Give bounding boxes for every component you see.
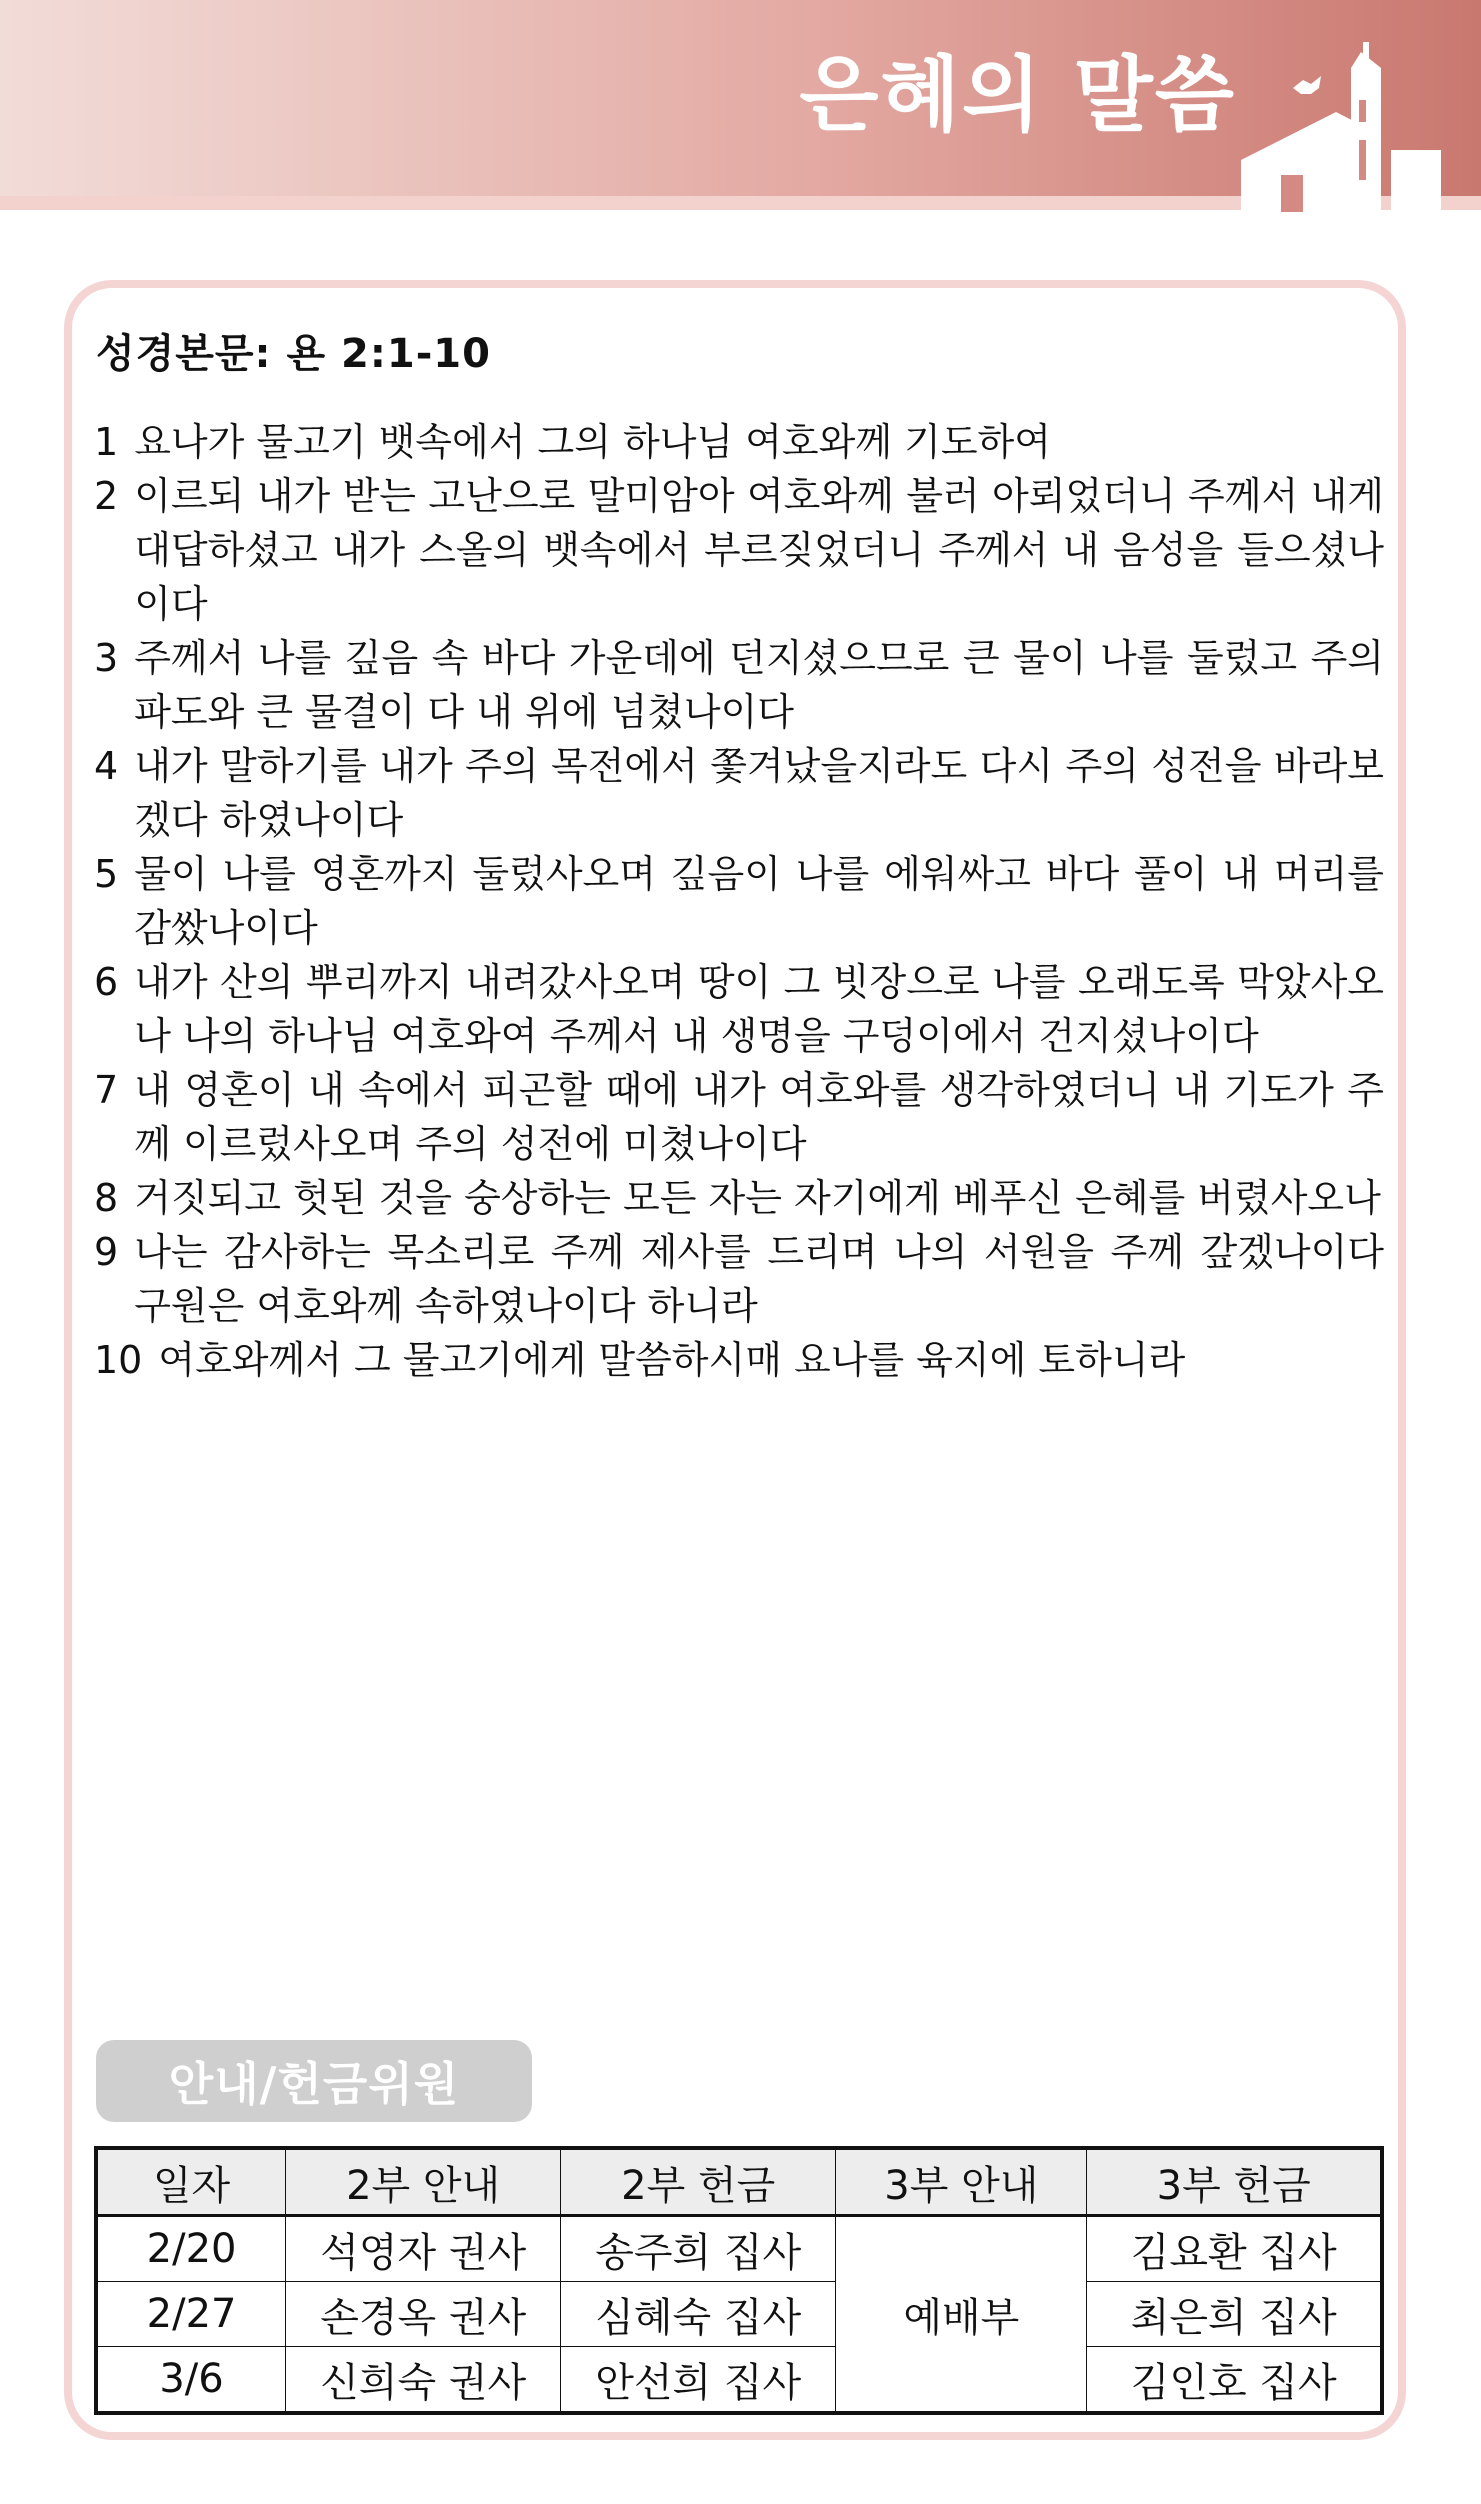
cell-date: 3/6 xyxy=(96,2347,286,2414)
verse-2 xyxy=(94,469,1384,631)
cell-date: 2/27 xyxy=(96,2282,286,2347)
verse-number: 3 xyxy=(94,636,119,680)
verse-7 xyxy=(94,1063,1384,1171)
cell-guide-3-merged: 예배부 xyxy=(836,2216,1087,2414)
verse-6 xyxy=(94,955,1384,1063)
verse-number: 1 xyxy=(94,420,119,464)
verse-3 xyxy=(94,631,1384,739)
table-header-row xyxy=(96,2148,1382,2216)
cell-date: 2/20 xyxy=(96,2216,286,2282)
cell-guide-2: 석영자 권사 xyxy=(286,2216,561,2282)
roster-heading: 안내/헌금위원 xyxy=(96,2040,532,2122)
church-icon xyxy=(1241,40,1441,212)
table-row xyxy=(96,2282,1382,2347)
cell-offering-3: 김인호 집사 xyxy=(1087,2347,1382,2414)
verse-number: 8 xyxy=(94,1176,119,1220)
verse-number: 5 xyxy=(94,852,119,896)
table-row xyxy=(96,2347,1382,2414)
cell-offering-2: 심혜숙 집사 xyxy=(561,2282,836,2347)
cell-offering-2: 안선희 집사 xyxy=(561,2347,836,2414)
verse-number: 2 xyxy=(94,474,119,518)
roster-table xyxy=(94,2146,1384,2415)
verse-text: 내가 말하기를 내가 주의 목전에서 쫓겨났을지라도 다시 주의 성전을 바라보겠다 하였나이다 xyxy=(134,744,1384,842)
verse-number: 6 xyxy=(94,960,119,1004)
verse-text: 요나가 물고기 뱃속에서 그의 하나님 여호와께 기도하여 xyxy=(134,420,1051,464)
verse-text: 주께서 나를 깊음 속 바다 가운데에 던지셨으므로 큰 물이 나를 둘렀고 주의 파도와 큰 물결이 다 내 위에 넘쳤나이다 xyxy=(134,636,1384,734)
verse-number: 10 xyxy=(94,1338,143,1382)
verse-text: 물이 나를 영혼까지 둘렀사오며 깊음이 나를 에워싸고 바다 풀이 내 머리를 감쌌나이다 xyxy=(134,852,1384,950)
cell-guide-2: 신희숙 권사 xyxy=(286,2347,561,2414)
verse-9 xyxy=(94,1225,1384,1333)
verse-text: 나는 감사하는 목소리로 주께 제사를 드리며 나의 서원을 주께 갚겠나이다 구원은 여호와께 속하였나이다 하니라 xyxy=(134,1230,1384,1328)
verse-number: 4 xyxy=(94,744,119,788)
verse-number: 7 xyxy=(94,1068,119,1112)
page-title: 은혜의 말씀 xyxy=(799,48,1236,143)
scripture-reference: 성경본문: 욘 2:1-10 xyxy=(96,331,491,377)
verse-text: 내 영혼이 내 속에서 피곤할 때에 내가 여호와를 생각하였더니 내 기도가 주께 이르렀사오며 주의 성전에 미쳤나이다 xyxy=(134,1068,1384,1166)
cell-guide-2: 손경옥 권사 xyxy=(286,2282,561,2347)
header-guide-2: 2부 안내 xyxy=(286,2148,561,2216)
verse-1 xyxy=(94,415,1384,469)
verse-text: 여호와께서 그 물고기에게 말씀하시매 요나를 육지에 토하니라 xyxy=(158,1338,1186,1382)
verse-text: 거짓되고 헛된 것을 숭상하는 모든 자는 자기에게 베푸신 은혜를 버렸사오나 xyxy=(134,1176,1381,1220)
verse-4 xyxy=(94,739,1384,847)
cell-offering-3: 최은희 집사 xyxy=(1087,2282,1382,2347)
verse-text: 내가 산의 뿌리까지 내려갔사오며 땅이 그 빗장으로 나를 오래도록 막았사오나 나의 하나님 여호와여 주께서 내 생명을 구덩이에서 건지셨나이다 xyxy=(134,960,1384,1058)
verse-5 xyxy=(94,847,1384,955)
table-row xyxy=(96,2216,1382,2282)
header-offering-2: 2부 헌금 xyxy=(561,2148,836,2216)
verse-text: 이르되 내가 받는 고난으로 말미암아 여호와께 불러 아뢰었더니 주께서 내게 대답하셨고 내가 스올의 뱃속에서 부르짖었더니 주께서 내 음성을 들으셨나이다 xyxy=(134,474,1384,626)
header-offering-3: 3부 헌금 xyxy=(1087,2148,1382,2216)
verse-list xyxy=(94,415,1384,1387)
header-date: 일자 xyxy=(96,2148,286,2216)
verse-10 xyxy=(94,1333,1384,1387)
cell-offering-3: 김요환 집사 xyxy=(1087,2216,1382,2282)
verse-8 xyxy=(94,1171,1384,1225)
verse-number: 9 xyxy=(94,1230,119,1274)
header-guide-3: 3부 안내 xyxy=(836,2148,1087,2216)
cell-offering-2: 송주희 집사 xyxy=(561,2216,836,2282)
